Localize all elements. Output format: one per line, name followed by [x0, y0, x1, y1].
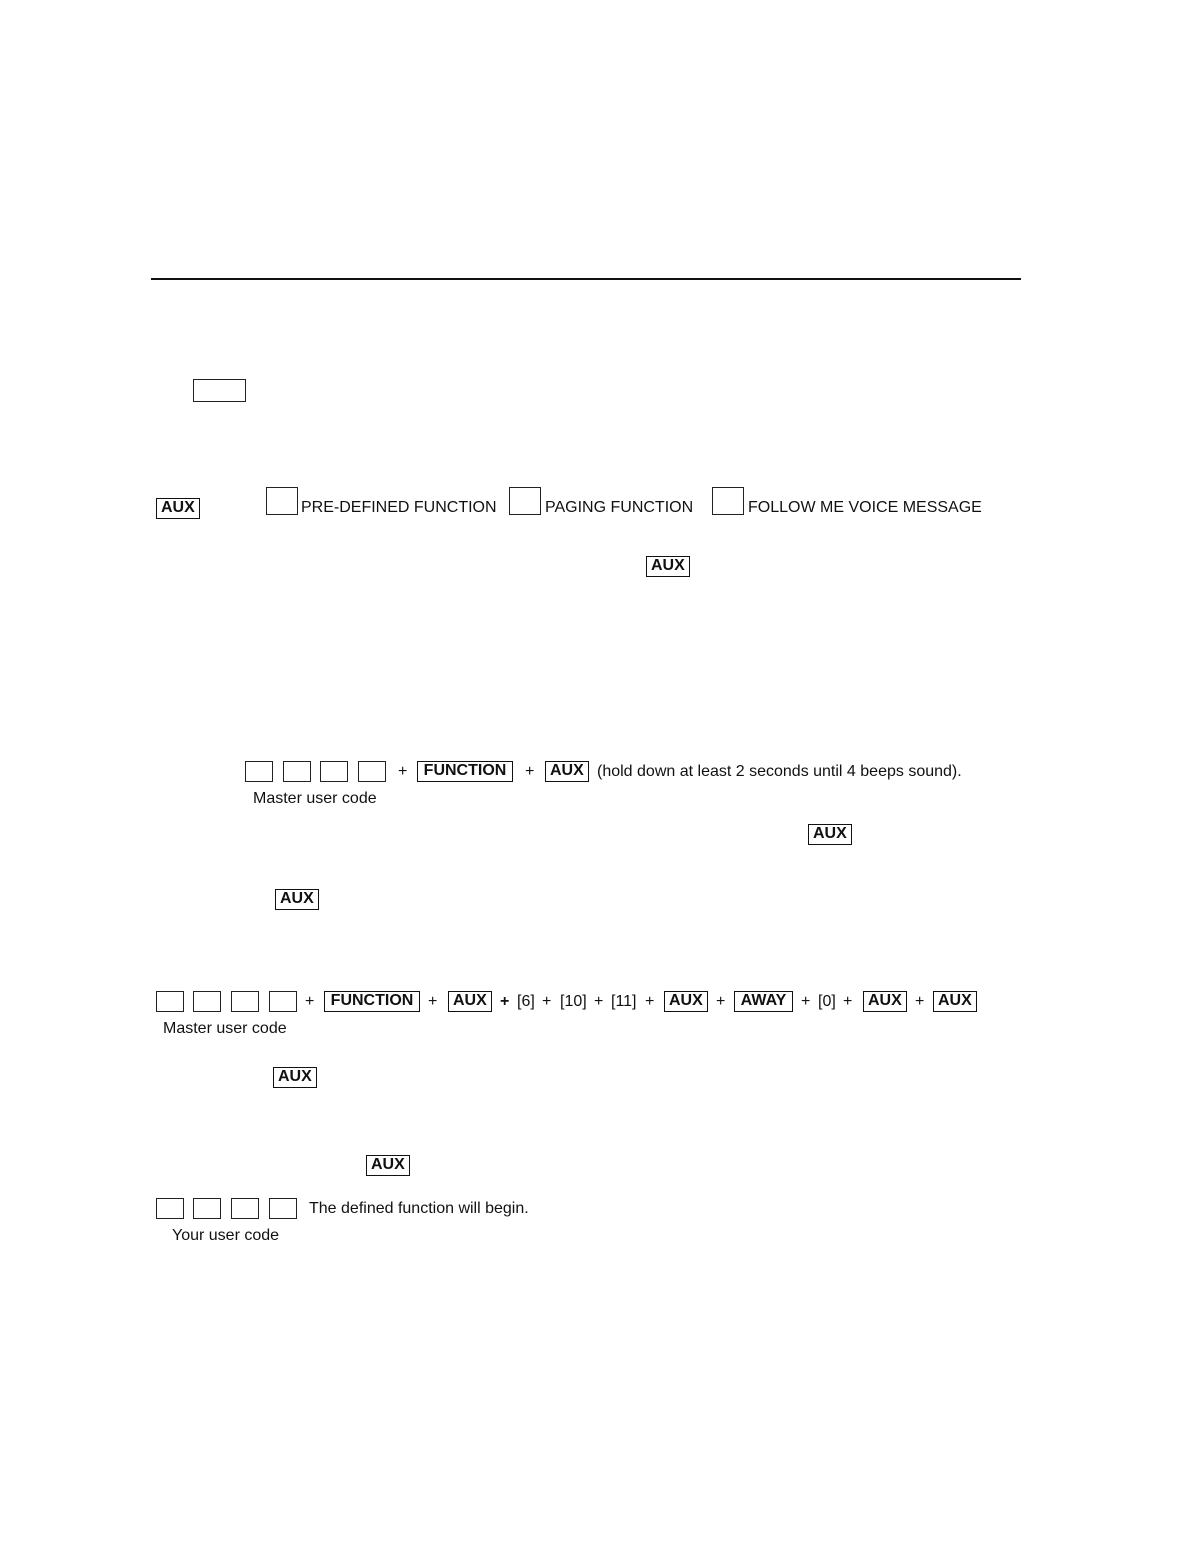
plus-sign: +: [915, 993, 925, 1010]
function-begin-note: The defined function will begin.: [309, 1200, 529, 1217]
sequence-value-10: [10]: [560, 993, 587, 1010]
away-key: AWAY: [734, 991, 793, 1012]
code-digit-box: [320, 761, 348, 782]
function-key: FUNCTION: [324, 991, 420, 1012]
aux-key: AUX: [275, 889, 319, 910]
plus-sign: +: [843, 993, 853, 1010]
hold-down-note: (hold down at least 2 seconds until 4 beeps sound).: [597, 763, 962, 780]
master-user-code-caption: Master user code: [253, 790, 377, 807]
plus-sign: +: [716, 993, 726, 1010]
aux-key: AUX: [808, 824, 852, 845]
plus-sign: +: [500, 993, 510, 1010]
plus-sign: +: [398, 763, 408, 780]
blank-key-box: [193, 379, 246, 402]
code-digit-box: [156, 991, 184, 1012]
aux-key: AUX: [156, 498, 200, 519]
plus-sign: +: [428, 993, 438, 1010]
horizontal-rule: [151, 278, 1021, 280]
code-digit-box: [231, 991, 259, 1012]
function-key: FUNCTION: [417, 761, 513, 782]
plus-sign: +: [305, 993, 315, 1010]
sequence-value-0: [0]: [818, 993, 836, 1010]
plus-sign: +: [542, 993, 552, 1010]
aux-key: AUX: [664, 991, 708, 1012]
plus-sign: +: [645, 993, 655, 1010]
aux-key: AUX: [646, 556, 690, 577]
plus-sign: +: [801, 993, 811, 1010]
sequence-value-11: [11]: [611, 993, 637, 1010]
predefined-function-label: PRE-DEFINED FUNCTION: [301, 499, 497, 516]
code-digit-box: [231, 1198, 259, 1219]
sequence-value-6: [6]: [517, 993, 535, 1010]
code-digit-box: [193, 1198, 221, 1219]
aux-key: AUX: [366, 1155, 410, 1176]
aux-key: AUX: [933, 991, 977, 1012]
follow-me-voice-message-checkbox[interactable]: [712, 487, 744, 515]
code-digit-box: [245, 761, 273, 782]
paging-function-checkbox[interactable]: [509, 487, 541, 515]
follow-me-voice-message-label: FOLLOW ME VOICE MESSAGE: [748, 499, 982, 516]
aux-key: AUX: [273, 1067, 317, 1088]
paging-function-label: PAGING FUNCTION: [545, 499, 694, 516]
code-digit-box: [269, 991, 297, 1012]
code-digit-box: [156, 1198, 184, 1219]
your-user-code-caption: Your user code: [172, 1227, 280, 1244]
aux-key: AUX: [448, 991, 492, 1012]
code-digit-box: [269, 1198, 297, 1219]
aux-key: AUX: [545, 761, 589, 782]
code-digit-box: [193, 991, 221, 1012]
code-digit-box: [283, 761, 311, 782]
plus-sign: +: [594, 993, 604, 1010]
aux-key: AUX: [863, 991, 907, 1012]
plus-sign: +: [525, 763, 535, 780]
code-digit-box: [358, 761, 386, 782]
predefined-function-checkbox[interactable]: [266, 487, 298, 515]
master-user-code-caption: Master user code: [163, 1020, 287, 1037]
